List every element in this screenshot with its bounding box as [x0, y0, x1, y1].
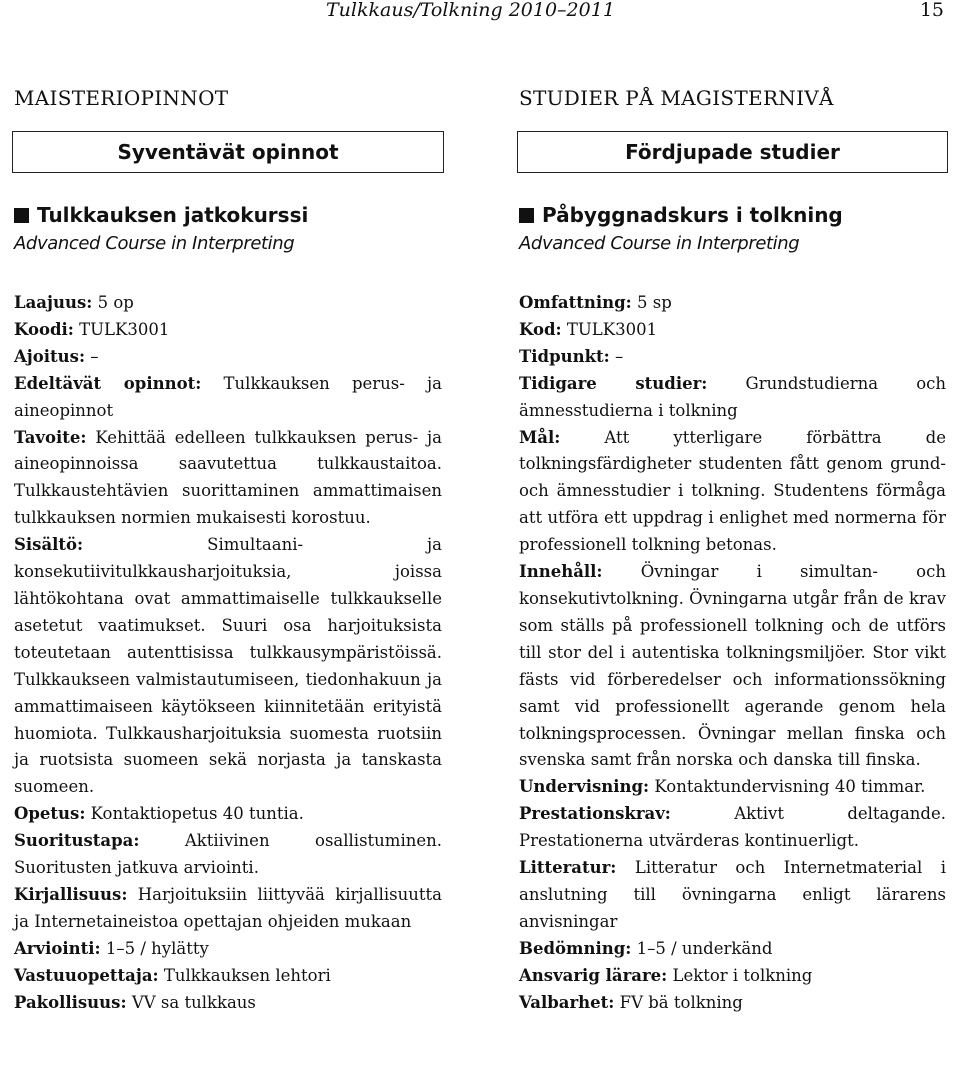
field-label: Koodi:: [14, 319, 74, 339]
field-row: [519, 371, 946, 425]
field-row: [14, 425, 442, 533]
field-row: [519, 774, 946, 801]
field-row: [14, 290, 442, 317]
field-label: Arviointi:: [14, 938, 101, 958]
field-row: [14, 828, 442, 882]
field-label: Undervisning:: [519, 777, 650, 797]
field-value: Kehittää edelleen tulkkauksen perus- ja aineopinnoissa saavutettua tulkkaustaitoa. Tulkkaustehtävien suorittaminen ammattimaisen tulkkauksen normien mukaisesti korostuu.: [14, 427, 442, 528]
field-value: Tulkkauksen perus- ja aineopinnot: [14, 373, 442, 420]
field-value: Grundstudierna och ämnesstudierna i tolkning: [519, 373, 946, 420]
bullet-square-icon: [519, 208, 534, 223]
field-row: [519, 801, 946, 855]
field-label: Litteratur:: [519, 858, 617, 878]
field-row: [519, 855, 946, 936]
field-row: [14, 317, 442, 344]
field-label: Mål:: [519, 427, 561, 447]
field-label: Innehåll:: [519, 562, 603, 582]
field-value: Litteratur och Internetmaterial i anslutning till övningarna enligt lärarens anvisningar: [519, 858, 946, 931]
field-value: Lektor i tolkning: [672, 965, 813, 985]
field-row: [519, 290, 946, 317]
bullet-square-icon: [14, 208, 29, 223]
field-value: Aktiivinen osallistuminen. Suoritusten jatkuva arviointi.: [14, 831, 442, 878]
section-box-title: Syventävät opinnot: [12, 131, 444, 173]
field-value: 5 sp: [637, 293, 672, 312]
field-label: Tavoite:: [14, 427, 87, 447]
field-value: Tulkkauksen lehtori: [163, 965, 331, 985]
section-box-title: Fördjupade studier: [517, 131, 948, 173]
field-value: 5 op: [97, 293, 134, 312]
field-label: Kirjallisuus:: [14, 884, 128, 904]
field-row: [14, 936, 442, 963]
field-value: Att ytterligare förbättra de tolkningsfärdigheter studenten fått genom grund- och ämnesstudier i tolkning. Studentens förmåga att utföra ett uppdrag i enlighet med normerna för professionell tolkning betonas.: [519, 427, 946, 555]
field-value: Kontaktundervisning 40 timmar.: [654, 777, 926, 797]
field-value: FV bä tolkning: [619, 992, 743, 1012]
course-details: [14, 290, 442, 1016]
field-row: [519, 936, 946, 963]
field-value: Aktivt deltagande. Prestationerna utvärderas kontinuerligt.: [519, 804, 946, 851]
field-row: [519, 425, 946, 560]
field-value: –: [90, 346, 99, 366]
field-row: [519, 344, 946, 371]
field-value: Kontaktiopetus 40 tuntia.: [90, 804, 304, 824]
field-label: Bedömning:: [519, 938, 632, 958]
field-label: Valbarhet:: [519, 992, 615, 1012]
field-value: TULK3001: [566, 319, 658, 339]
field-row: [14, 371, 442, 425]
course-title-text: Tulkkauksen jatkokurssi: [37, 203, 309, 227]
section-heading: STUDIER PÅ MAGISTERNIVÅ: [519, 86, 834, 110]
field-value: TULK3001: [79, 319, 170, 339]
field-row: [519, 990, 946, 1017]
field-label: Sisältö:: [14, 535, 84, 555]
field-label: Edeltävät opinnot:: [14, 373, 202, 393]
field-label: Opetus:: [14, 804, 86, 824]
course-title: [14, 203, 308, 227]
field-label: Ansvarig lärare:: [519, 965, 668, 985]
field-value: Harjoituksiin liittyvää kirjallisuutta ja Internetaineistoa opettajan ohjeiden mukaan: [14, 884, 443, 931]
field-label: Suoritustapa:: [14, 831, 140, 851]
field-row: [14, 990, 442, 1017]
field-row: [14, 801, 442, 828]
field-label: Kod:: [519, 319, 562, 339]
field-value: Övningar i simultan- och konsekutivtolkning. Övningarna utgår från de krav som ställs på professionell tolkning och de utförs till stor del i autentiska tolkningsmiljöer. Stor vikt fästs vid förberedelser och informationssökning samt vid professionellt agerande genom hela tolkningsprocessen. Övningar mellan finska och svenska samt från norska och danska till finska.: [519, 562, 946, 770]
field-row: [14, 344, 442, 371]
field-row: [519, 963, 946, 990]
course-title: [519, 203, 843, 227]
field-row: [14, 882, 442, 936]
field-row: [519, 559, 946, 774]
field-value: 1–5 / underkänd: [636, 938, 773, 958]
field-label: Laajuus:: [14, 293, 93, 312]
page-number: 15: [919, 0, 944, 21]
field-label: Vastuuopettaja:: [14, 965, 159, 985]
field-value: 1–5 / hylätty: [105, 938, 209, 958]
field-value: VV sa tulkkaus: [131, 992, 256, 1012]
field-row: [14, 532, 442, 801]
field-label: Pakollisuus:: [14, 992, 127, 1012]
field-label: Ajoitus:: [14, 346, 86, 366]
field-label: Omfattning:: [519, 293, 632, 312]
field-row: [14, 963, 442, 990]
running-header-title: Tulkkaus/Tolkning 2010–2011: [326, 0, 615, 21]
course-details: [519, 290, 946, 1016]
field-label: Tidpunkt:: [519, 346, 610, 366]
section-heading: MAISTERIOPINNOT: [14, 86, 229, 110]
course-subtitle: Advanced Course in Interpreting: [519, 233, 800, 254]
field-row: [519, 317, 946, 344]
field-label: Tidigare studier:: [519, 373, 708, 393]
field-value: –: [615, 346, 624, 366]
field-value: Simultaani- ja konsekutiivitulkkausharjoituksia, joissa lähtökohtana ovat ammattimaiselle tulkkaukselle asetetut vaatimukset. Suuri osa harjoituksista toteutetaan autenttisissa tulkkausympäristöissä. Tulkkaukseen valmistautumiseen, tiedonhakuun ja ammattimaiseen käytökseen kiinnitetään erityistä huomiota. Tulkkausharjoituksia suomesta ruotsiin ja ruotsista suomeen sekä norjasta ja tanskasta suomeen.: [14, 535, 442, 797]
field-label: Prestationskrav:: [519, 804, 671, 824]
course-subtitle: Advanced Course in Interpreting: [14, 233, 295, 254]
course-title-text: Påbyggnadskurs i tolkning: [542, 203, 843, 227]
